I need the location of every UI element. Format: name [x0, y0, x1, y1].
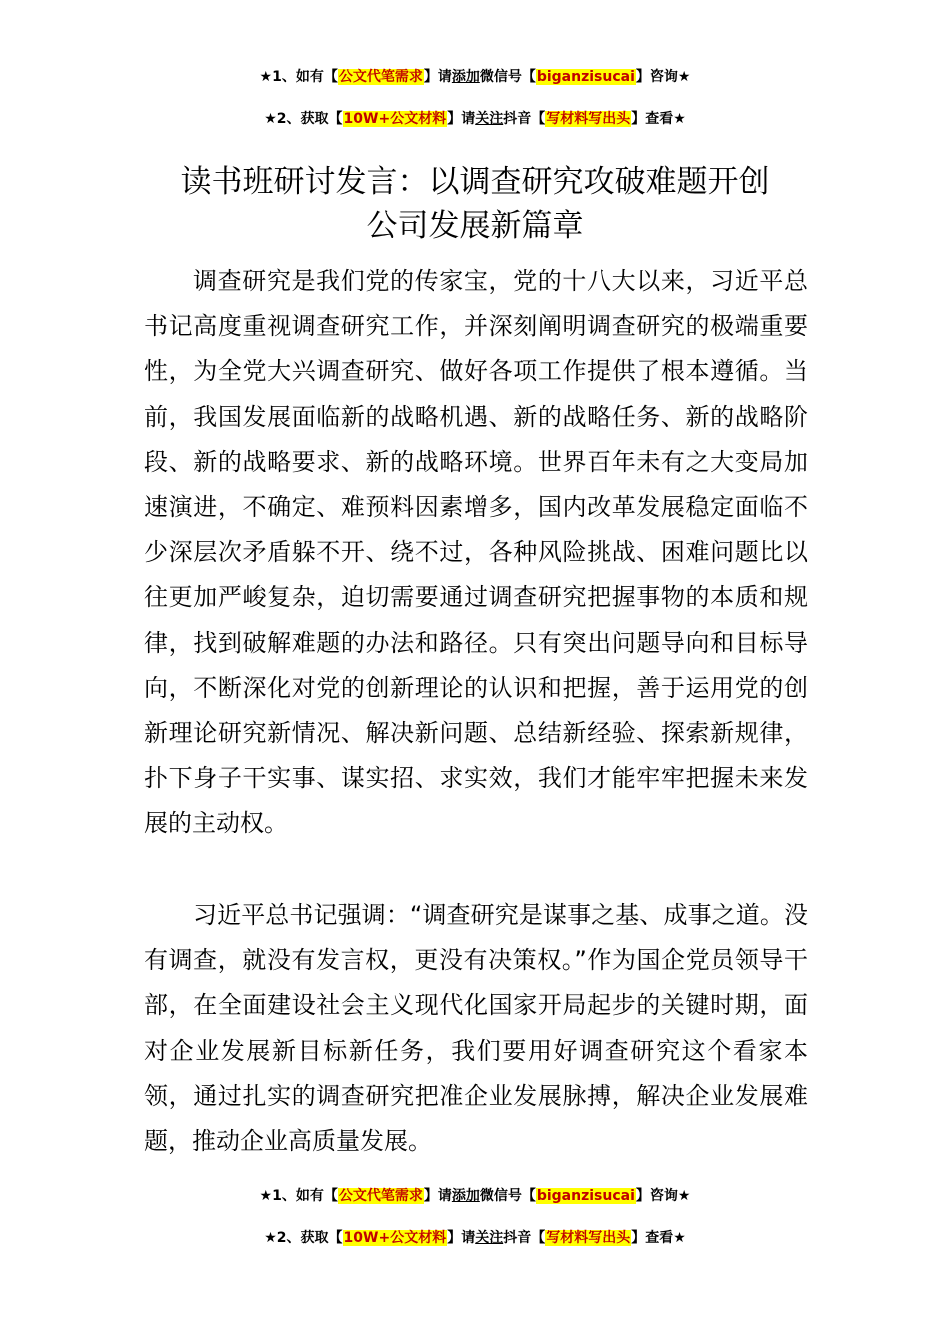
promo-text: 】咨询 [635, 69, 678, 85]
promo-underlined-text: 添加 [451, 1188, 480, 1204]
promo-underlined-text: 关注 [475, 111, 504, 127]
promo-line-2 [0, 1227, 950, 1249]
star-icon: ★ [677, 69, 691, 85]
star-icon: ★ [673, 111, 686, 127]
star-icon: ★ [264, 111, 277, 127]
promo-line-1 [0, 1185, 950, 1207]
promo-highlight: 公文代笔需求 [338, 69, 423, 85]
promo-wechat-id: biganzisucai [536, 69, 635, 85]
promo-header [0, 66, 950, 130]
promo-footer [0, 1185, 950, 1249]
body-paragraph-2: 习近平总书记强调：“调查研究是谋事之基、成事之道。没有调查，就没有发言权，更没有决策权。”作为国企党员领导干部，在全面建设社会主义现代化国家开局起步的关键时期，面对企业发展新目标新任务，我们要用好调查研究这个看家本领，通过扎实的调查研究把准企业发展脉搏，解决企业发展难题，推动企业高质量发展。 [144, 901, 808, 1156]
star-icon: ★ [259, 69, 273, 85]
promo-highlight: 10W+公文材料 [343, 111, 447, 127]
promo-text: 1、如有【 [272, 69, 338, 85]
title-line-1: 读书班研讨发言：以调查研究攻破难题开创 [180, 164, 770, 200]
document-title [140, 160, 810, 248]
promo-text: 2、获取【 [276, 1230, 343, 1246]
title-line-2: 公司发展新篇章 [366, 208, 584, 244]
promo-text: 】请 [423, 1188, 452, 1204]
promo-wechat-id: biganzisucai [536, 1188, 635, 1204]
promo-text: 】查看 [631, 1230, 674, 1246]
star-icon: ★ [259, 1188, 273, 1204]
promo-text: 】查看 [631, 111, 674, 127]
promo-text: 】请 [447, 1230, 476, 1246]
star-icon: ★ [264, 1230, 277, 1246]
star-icon: ★ [673, 1230, 686, 1246]
promo-text: 】咨询 [635, 1188, 678, 1204]
promo-text: 】请 [423, 69, 452, 85]
promo-text: 1、如有【 [272, 1188, 338, 1204]
promo-text: 2、获取【 [276, 111, 343, 127]
promo-line-1 [0, 66, 950, 88]
promo-text: 微信号【 [479, 1188, 536, 1204]
promo-underlined-text: 添加 [451, 69, 480, 85]
promo-text: 抖音【 [503, 111, 546, 127]
body-paragraph-1: 调查研究是我们党的传家宝，党的十八大以来，习近平总书记高度重视调查研究工作，并深刻阐明调查研究的极端重要性，为全党大兴调查研究、做好各项工作提供了根本遵循。当前，我国发展面临新的战略机遇、新的战略任务、新的战略阶段、新的战略要求、新的战略环境。世界百年未有之大变局加速演进，不确定、难预料因素增多，国内改革发展稳定面临不少深层次矛盾躲不开、绕不过，各种风险挑战、困难问题比以往更加严峻复杂，迫切需要通过调查研究把握事物的本质和规律，找到破解难题的办法和路径。只有突出问题导向和目标导向，不断深化对党的创新理论的认识和把握，善于运用党的创新理论研究新情况、解决新问题、总结新经验、探索新规律，扑下身子干实事、谋实招、求实效，我们才能牢牢把握未来发展的主动权。 [144, 267, 808, 838]
promo-text: 微信号【 [479, 69, 536, 85]
promo-highlight: 公文代笔需求 [338, 1188, 423, 1204]
promo-line-2 [0, 108, 950, 130]
promo-douyin-id: 写材料写出头 [546, 1230, 631, 1246]
promo-text: 抖音【 [503, 1230, 546, 1246]
promo-text: 】请 [447, 111, 476, 127]
promo-douyin-id: 写材料写出头 [546, 111, 631, 127]
promo-highlight: 10W+公文材料 [343, 1230, 447, 1246]
promo-underlined-text: 关注 [475, 1230, 504, 1246]
star-icon: ★ [677, 1188, 691, 1204]
